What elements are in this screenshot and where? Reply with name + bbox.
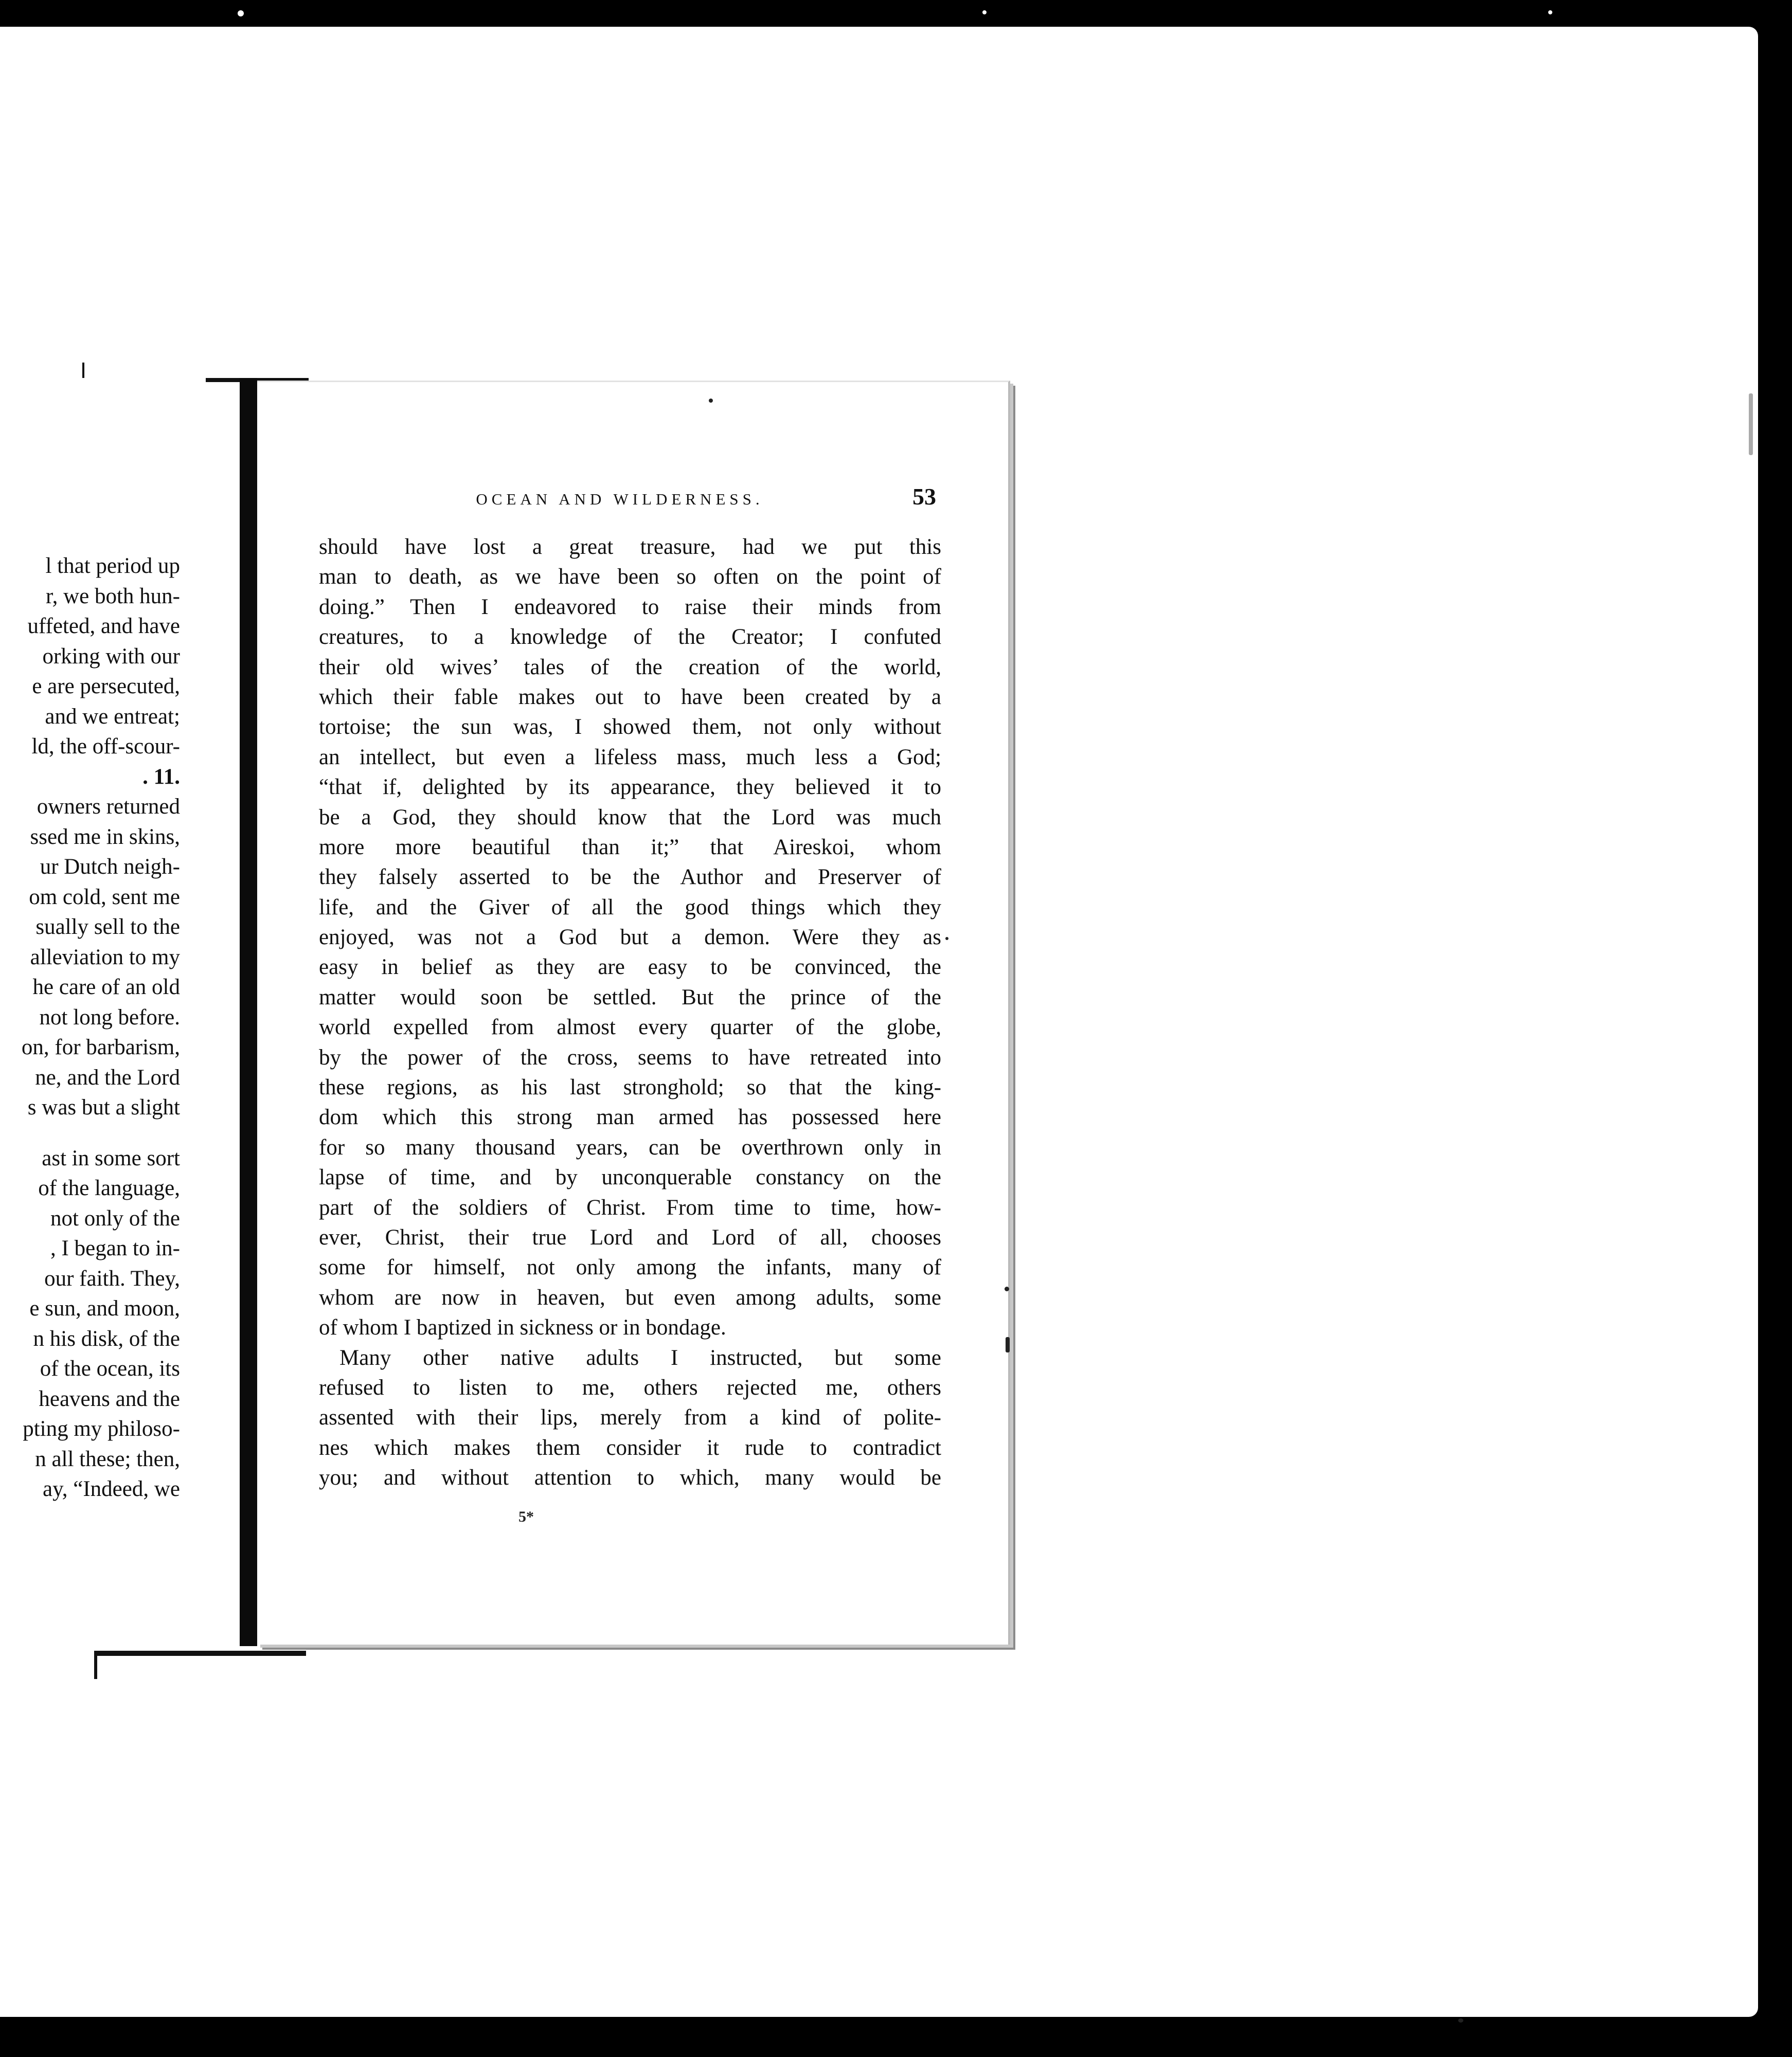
text-line: of whom I baptized in sickness or in bondage. <box>319 1315 726 1340</box>
text-line: dom which this strong man armed has possessed here <box>319 1105 941 1130</box>
left-line: alleviation to my <box>30 945 180 969</box>
scan-speck <box>1749 393 1753 455</box>
book-page <box>257 381 1010 1645</box>
left-line: of the ocean, its <box>40 1357 180 1381</box>
text-line: they falsely asserted to be the Author and Preserver of <box>319 865 941 890</box>
running-head <box>303 485 936 511</box>
text-line: man to death, as we have been so often on the point of <box>319 565 941 589</box>
scan-speck <box>238 10 244 16</box>
left-line: uffeted, and have <box>27 614 180 638</box>
text-line: which their fable makes out to have been created by a <box>319 684 941 709</box>
scan-speck <box>1548 10 1552 14</box>
text-line: easy in belief as they are easy to be convinced, the <box>319 955 941 980</box>
left-line: pting my philoso- <box>23 1417 180 1441</box>
text-line: life, and the Giver of all the good things which they <box>319 895 941 919</box>
left-line: n his disk, of the <box>33 1326 180 1351</box>
text-line: lapse of time, and by unconquerable constancy on the <box>319 1165 941 1190</box>
scan-speck <box>1458 2018 1463 2023</box>
text-line: these regions, as his last stronghold; so that the king- <box>319 1075 941 1100</box>
text-line: for so many thousand years, can be overthrown only in <box>319 1135 941 1160</box>
left-line: our faith. They, <box>44 1266 180 1291</box>
page-bottom-edge <box>95 1651 306 1656</box>
text-line: refused to listen to me, others rejected me, others <box>319 1375 941 1400</box>
left-line: and we entreat; <box>45 704 180 729</box>
text-line: enjoyed, was not a God but a demon. Were they as <box>319 925 941 950</box>
left-line: owners returned <box>37 795 180 819</box>
left-page-text <box>0 551 180 1505</box>
text-line: should have lost a great treasure, had we put this <box>319 535 941 559</box>
book-gutter <box>240 378 257 1646</box>
left-line: r, we both hun- <box>45 584 180 608</box>
scan-speck <box>945 937 948 940</box>
text-line: whom are now in heaven, but even among adults, some <box>319 1285 941 1310</box>
left-line: heavens and the <box>39 1386 180 1411</box>
left-line: not only of the <box>50 1206 180 1231</box>
scan-speck <box>982 10 987 14</box>
scan-speck <box>1005 1287 1009 1291</box>
text-line: creatures, to a knowledge of the Creator; I confuted <box>319 625 941 649</box>
text-line: world expelled from almost every quarter of the globe, <box>319 1015 941 1040</box>
left-line: ld, the off-scour- <box>31 734 180 759</box>
running-title: OCEAN AND WILDERNESS. <box>476 490 764 508</box>
left-line: l that period up <box>45 554 180 578</box>
text-line: doing.” Then I endeavored to raise their minds from <box>319 594 941 619</box>
text-line: “that if, delighted by its appearance, they believed it to <box>319 775 941 800</box>
text-line: matter would soon be settled. But the prince of the <box>319 985 941 1009</box>
left-page-fragment <box>0 405 242 1670</box>
left-line: ast in some sort <box>42 1146 180 1170</box>
left-line: of the language, <box>38 1176 180 1200</box>
left-line: ne, and the Lord <box>35 1065 180 1090</box>
left-line: . 11. <box>142 764 180 789</box>
text-line: Many other native adults I instructed, but some <box>339 1345 941 1370</box>
left-line: e sun, and moon, <box>29 1296 180 1321</box>
text-line: by the power of the cross, seems to have retreated into <box>319 1045 941 1070</box>
left-line: not long before. <box>39 1005 180 1030</box>
left-line-gap <box>0 1123 180 1144</box>
left-line: s was but a slight <box>27 1095 180 1120</box>
page-body-text <box>319 532 941 1493</box>
left-line: ay, “Indeed, we <box>42 1477 180 1501</box>
text-line: some for himself, not only among the infants, many of <box>319 1255 941 1280</box>
text-line: you; and without attention to which, many would be <box>319 1466 941 1490</box>
left-line: e are persecuted, <box>32 674 180 698</box>
text-line: more more beautiful than it;” that Aireskoi, whom <box>319 835 941 859</box>
left-line: he care of an old <box>32 975 180 999</box>
ink-mark <box>82 363 84 378</box>
scan-speck <box>1006 1337 1010 1352</box>
text-line: an intellect, but even a lifeless mass, much less a God; <box>319 745 941 769</box>
left-line: sually sell to the <box>35 915 180 939</box>
text-line: nes which makes them consider it rude to contradict <box>319 1435 941 1460</box>
text-line: assented with their lips, merely from a kind of polite- <box>319 1405 941 1430</box>
left-line: , I began to in- <box>50 1236 180 1260</box>
text-line: tortoise; the sun was, I showed them, not only without <box>319 715 941 739</box>
left-line: on, for barbarism, <box>21 1035 180 1059</box>
signature-mark: 5* <box>518 1508 534 1525</box>
text-line: be a God, they should know that the Lord was much <box>319 805 941 829</box>
left-line: ur Dutch neigh- <box>40 855 180 879</box>
ink-mark <box>94 1651 97 1679</box>
left-line: orking with our <box>42 644 180 669</box>
scan-speck <box>709 399 713 403</box>
text-line: their old wives’ tales of the creation of the world, <box>319 655 941 679</box>
left-line: om cold, sent me <box>29 885 180 909</box>
left-line: n all these; then, <box>35 1447 180 1471</box>
left-line: ssed me in skins, <box>30 824 180 849</box>
text-line: ever, Christ, their true Lord and Lord of all, chooses <box>319 1225 941 1250</box>
page-number: 53 <box>912 483 936 510</box>
text-line: part of the soldiers of Christ. From time to time, how- <box>319 1195 941 1220</box>
